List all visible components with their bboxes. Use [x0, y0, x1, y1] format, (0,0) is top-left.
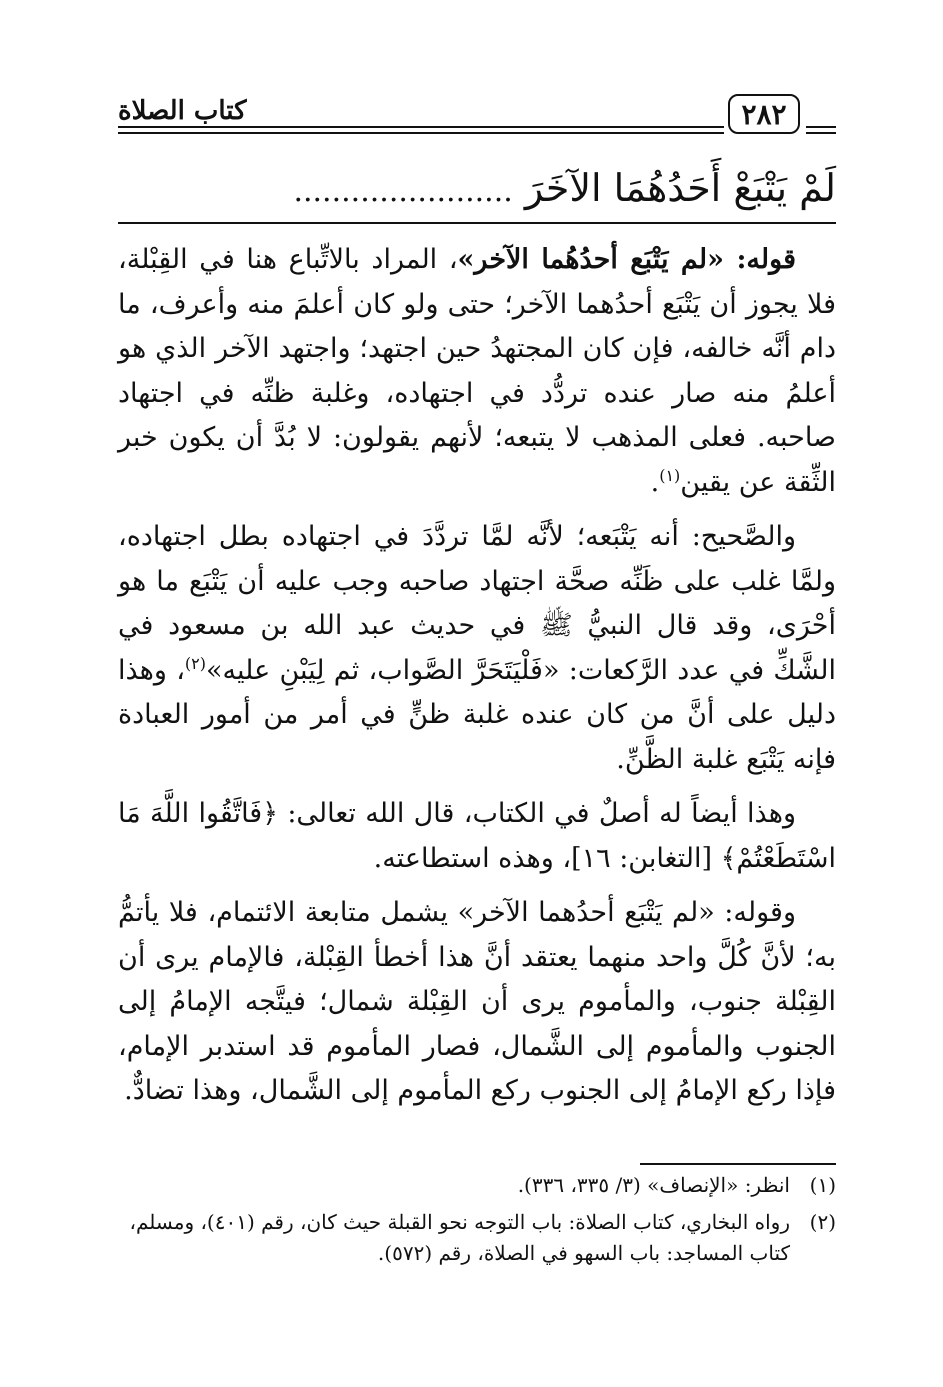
header-rule — [806, 132, 836, 134]
page-header — [118, 86, 836, 150]
footnotes — [118, 1170, 836, 1275]
footnote — [118, 1170, 836, 1201]
footnote-text: رواه البخاري، كتاب الصلاة: باب التوجه نحو القبلة حيث كان، رقم (٤٠١)، ومسلم، كتاب المساجد: باب السهو في الصلاة، رقم (٥٧٢). — [129, 1210, 790, 1265]
paragraph-text: والصَّحيح: أنه يَتْبَعه؛ لأنَّه لمَّا تردَّدَ في اجتهاده بطل اجتهاده، ولمَّا غلب على ظَنِّه صحَّة اجتهاد صاحبه وجب عليه أن يَتْبَع ما هو أحْرَى، وقد قال النبيُّ ﷺ في حديث عبد الله بن مسعود في الشَّكِّ في عدد الرَّكعات: «فَلْيَتَحَرَّ الصَّواب، ثم لِيَبْنِ عليه» — [118, 521, 837, 686]
footnote-ref[interactable]: (١) — [659, 465, 681, 485]
paragraph — [118, 792, 836, 881]
paragraph — [118, 515, 836, 782]
commentary-body — [118, 238, 836, 1124]
footnote — [118, 1207, 836, 1269]
header-rule — [806, 126, 836, 128]
paragraph-text: . — [650, 466, 660, 498]
running-book-title: كتاب الصلاة — [118, 96, 247, 126]
matn-dots: ....................... — [293, 174, 513, 209]
paragraph-text: ، وهذا دليل على أنَّ من كان عنده غلبة ظنٍّ في أمر من أمور العبادة فإنه يَتْبَع غلبة الظَّنِّ. — [118, 654, 836, 775]
footnote-text: انظر: «الإنصاف» (٣/ ٣٣٥، ٣٣٦). — [517, 1173, 790, 1197]
footnote-divider — [640, 1163, 836, 1165]
paragraph-text: ، المراد بالاتِّباع هنا في القِبْلة، فلا يجوز أن يَتْبَع أحدُهما الآخر؛ حتى ولو كان أعلمَ منه وأعرف، ما دام أنَّه خالفه، فإن كان المجتهدُ حين اجتهد؛ واجتهد الآخر الذي هو أعلمُ منه صار عنده تردُّد في اجتهاده، وغلبة ظنِّه في اجتهاد صاحبه. فعلى المذهب لا يتبعه؛ لأنهم يقولون: لا بُدَّ أن يكون خبر الثِّقة عن يقين — [118, 244, 836, 498]
paragraph-text: وهذا أيضاً له أصلٌ في الكتاب، قال الله تعالى: ﴿فَاتَّقُوا اللَّهَ مَا اسْتَطَعْتُمْ﴾ [التغابن: ١٦]، وهذه استطاعته. — [118, 798, 836, 874]
footnote-number: (١) — [809, 1173, 836, 1197]
matn-heading — [118, 160, 836, 220]
footnote-ref[interactable]: (٢) — [184, 653, 207, 673]
paragraph — [118, 238, 836, 505]
page-number: ٢٨٢ — [728, 94, 800, 134]
paragraph-text: وقوله: «لم يَتْبَع أحدُهما الآخر» يشمل متابعة الائتمام، فلا يأتمُّ به؛ لأنَّ كُلَّ واحد منهما يعتقد أنَّ هذا أخطأ القِبْلة، فالإمام يرى أن القِبْلة جنوب، والمأموم يرى أن القِبْلة شمال؛ فيتَّجه الإمامُ إلى الجنوب والمأموم إلى الشَّمال، فصار المأموم قد استدبر الإمام، فإذا ركع الإمامُ إلى الجنوب ركع المأموم إلى الشَّمال، وهذا تضادٌّ. — [118, 897, 836, 1106]
footnote-number: (٢) — [809, 1210, 836, 1234]
matn-text: لَمْ يَتْبَعْ أَحَدُهُمَا الآخَرَ — [524, 166, 836, 210]
header-rule — [118, 132, 724, 134]
paragraph — [118, 891, 836, 1114]
matn-divider — [118, 222, 836, 224]
header-rule — [118, 126, 724, 128]
paragraph-lead: قوله: «لم يَتْبَع أحدُهُما الآخر» — [457, 244, 796, 275]
